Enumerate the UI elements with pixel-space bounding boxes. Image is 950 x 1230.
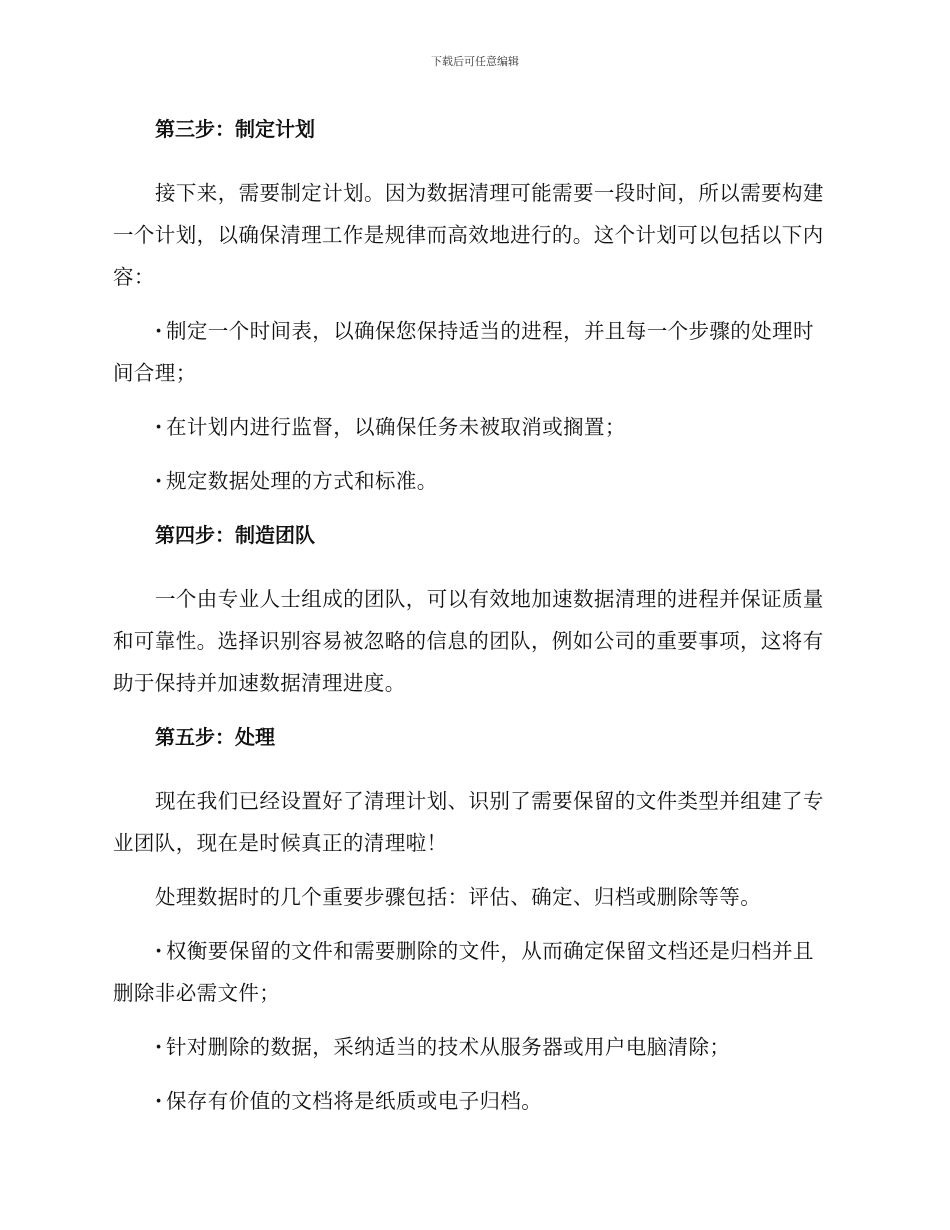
section-heading-step-3: 第三步：制定计划 xyxy=(155,117,315,141)
page-header: 下载后可任意编辑 xyxy=(431,55,519,68)
bullet-icon: · xyxy=(155,1035,163,1059)
section-heading-step-5: 第五步：处理 xyxy=(155,725,275,749)
list-item-text: 权衡要保留的文件和需要删除的文件，从而确定保留文档还是归档并且删除非必需文件； xyxy=(113,939,814,1005)
list-item-text: 针对删除的数据，采纳适当的技术从服务器或用户电脑清除； xyxy=(166,1035,731,1059)
list-item xyxy=(113,930,833,1014)
section-paragraph: 接下来，需要制定计划。因为数据清理可能需要一段时间，所以需要构建一个计划，以确保清理工作是规律而高效地进行的。这个计划可以包括以下内容： xyxy=(113,181,824,289)
bullet-icon: · xyxy=(155,1089,163,1113)
list-item xyxy=(113,1026,833,1068)
document-body xyxy=(113,108,833,1134)
list-item-text: 规定数据处理的方式和标准。 xyxy=(166,469,438,493)
list-item xyxy=(113,406,833,448)
list-item-text: 制定一个时间表，以确保您保持适当的进程，并且每一个步骤的处理时间合理； xyxy=(113,319,814,385)
bullet-icon: · xyxy=(155,939,163,963)
list-item xyxy=(113,310,833,394)
section-paragraph: 一个由专业人士组成的团队，可以有效地加速数据清理的进程并保证质量和可靠性。选择识别容易被忽略的信息的团队，例如公司的重要事项，这将有助于保持并加速数据清理进度。 xyxy=(113,587,824,695)
section-paragraph: 处理数据时的几个重要步骤包括：评估、确定、归档或删除等等。 xyxy=(155,885,762,909)
list-item-text: 在计划内进行监督，以确保任务未被取消或搁置； xyxy=(166,415,626,439)
bullet-icon: · xyxy=(155,469,163,493)
bullet-icon: · xyxy=(155,319,163,343)
bullet-icon: · xyxy=(155,415,163,439)
list-item xyxy=(113,1080,833,1122)
section-paragraph: 现在我们已经设置好了清理计划、识别了需要保留的文件类型并组建了专业团队，现在是时候真正的清理啦！ xyxy=(113,789,824,855)
list-item xyxy=(113,460,833,502)
section-heading-step-4: 第四步：制造团队 xyxy=(155,523,315,547)
list-item-text: 保存有价值的文档将是纸质或电子归档。 xyxy=(166,1089,543,1113)
